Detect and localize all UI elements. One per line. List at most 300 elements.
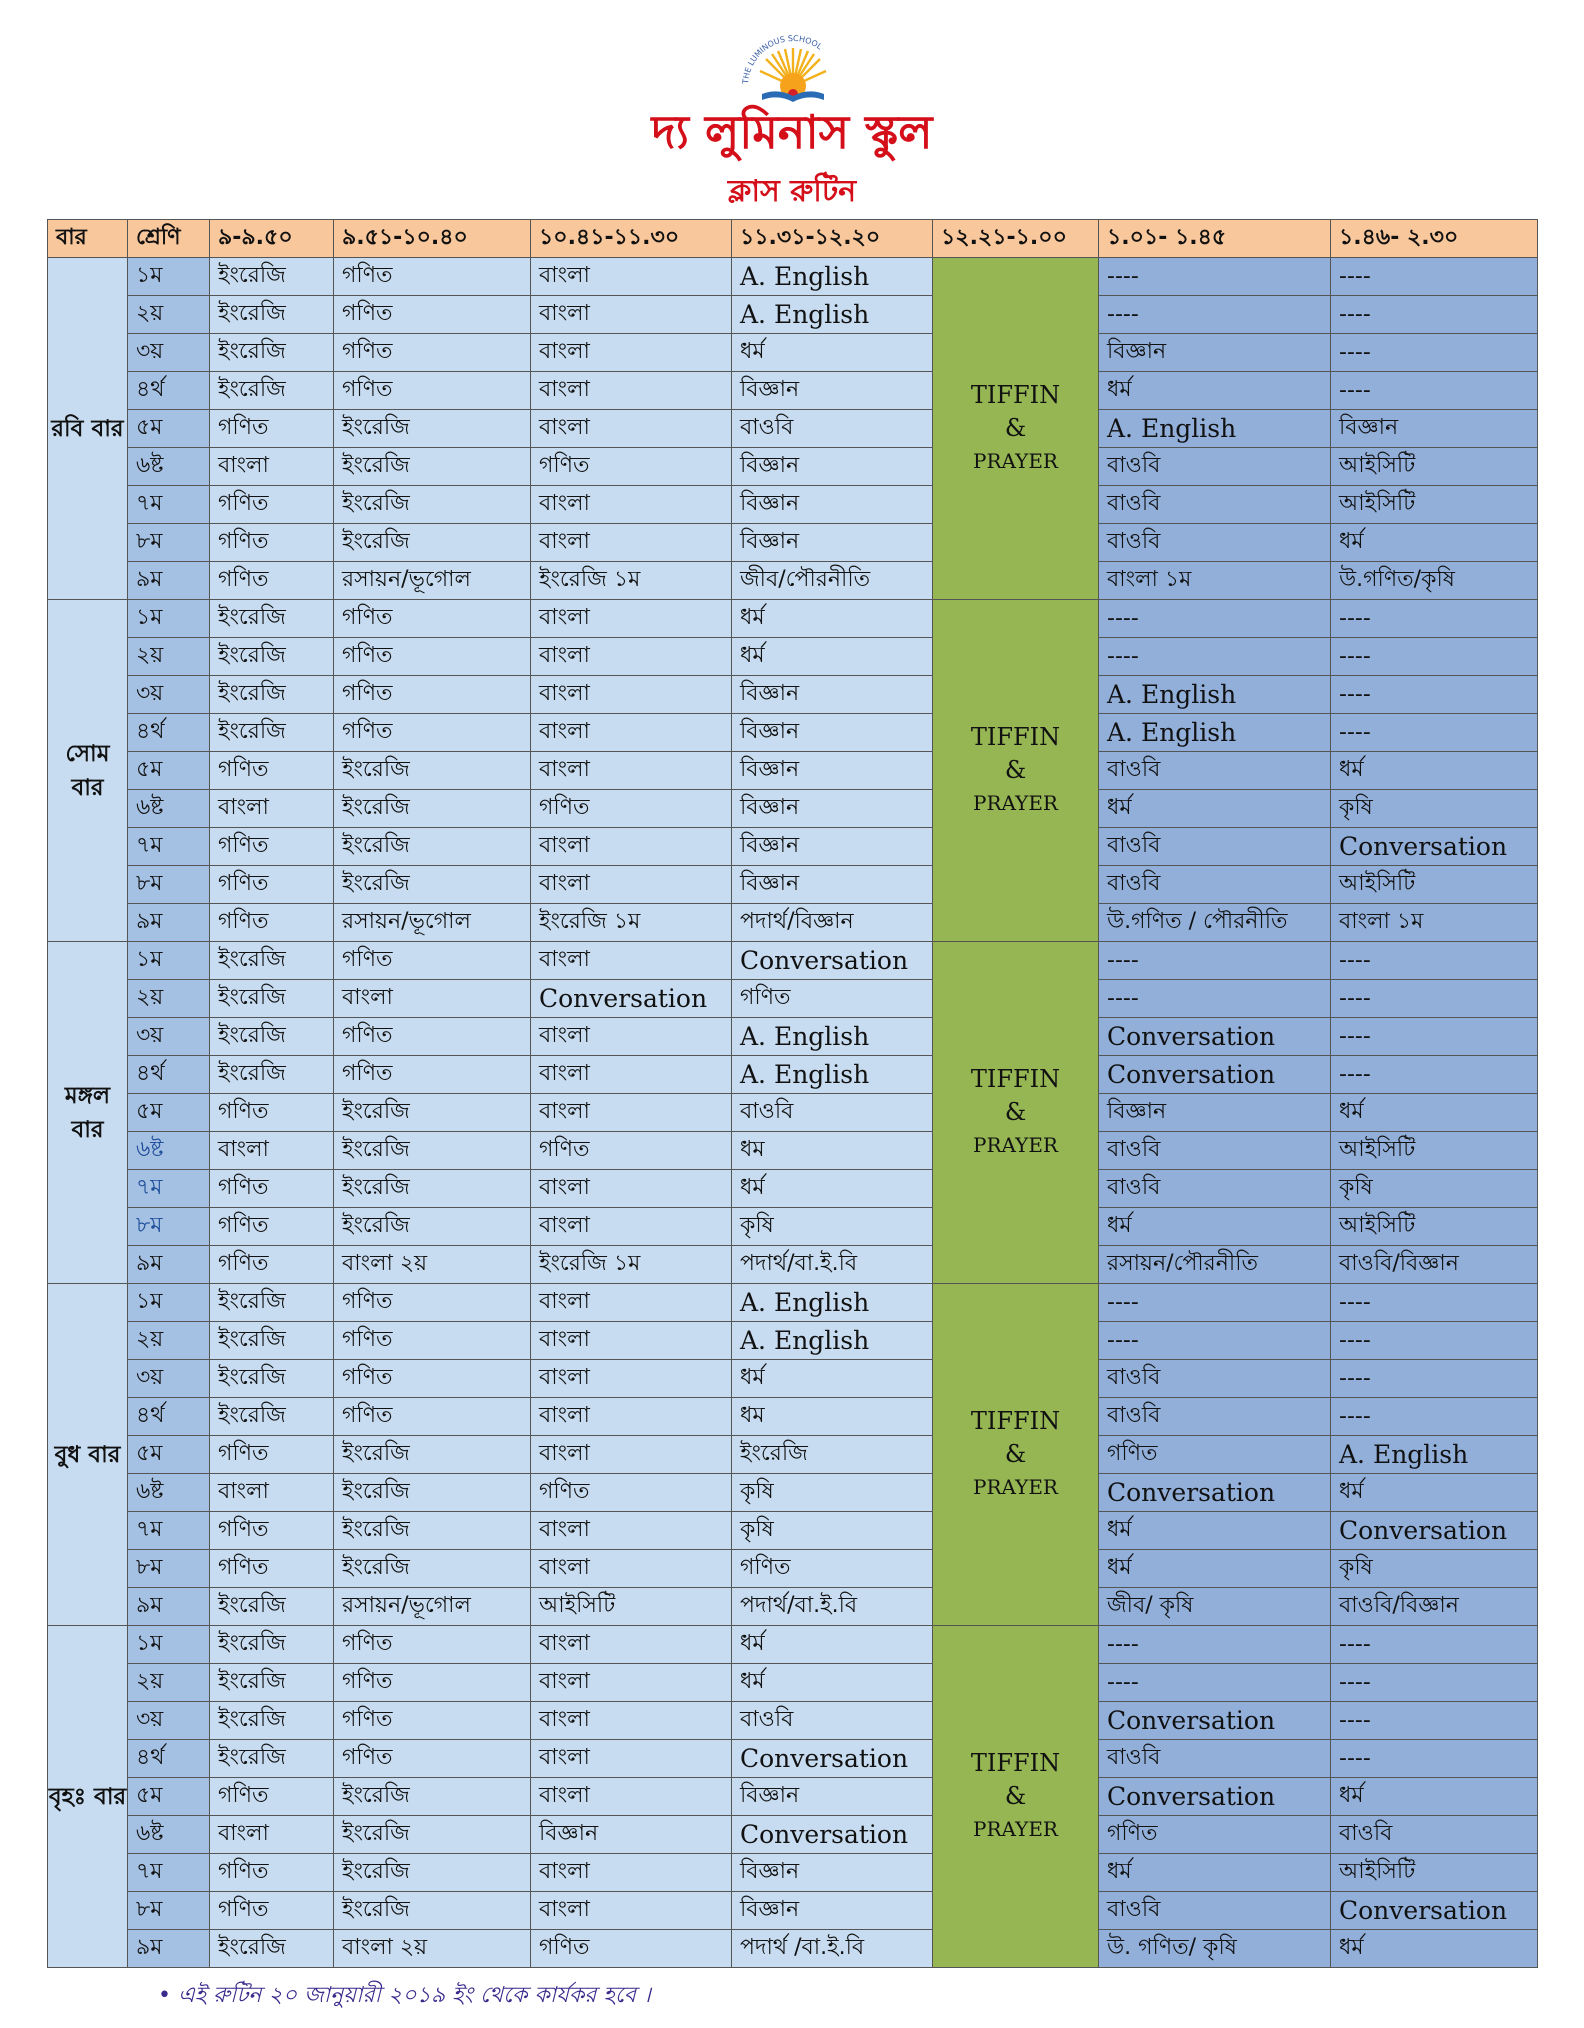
- table-row: [48, 638, 1538, 676]
- subject-cell: আইসিটি: [1331, 1132, 1538, 1170]
- subject-cell: গণিত: [210, 1246, 334, 1284]
- subject-cell: গণিত: [210, 1892, 334, 1930]
- subject-cell: ধর্ম: [732, 1170, 933, 1208]
- subject-cell: ইংরেজি: [210, 1588, 334, 1626]
- subject-cell: ধর্ম: [1331, 524, 1538, 562]
- subject-cell: গণিত: [334, 942, 531, 980]
- subject-cell: বিজ্ঞান: [1099, 334, 1331, 372]
- subject-cell: ----: [1331, 1322, 1538, 1360]
- subject-cell: বিজ্ঞান: [732, 714, 933, 752]
- subject-cell: উ.গণিত / পৌরনীতি: [1099, 904, 1331, 942]
- subject-cell: ----: [1331, 1056, 1538, 1094]
- class-cell: ৪র্থ: [128, 714, 210, 752]
- subject-cell: ইংরেজি: [210, 258, 334, 296]
- class-cell: ৫ম: [128, 1094, 210, 1132]
- subject-cell: বিজ্ঞান: [732, 790, 933, 828]
- subject-cell: বাংলা ১ম: [1331, 904, 1538, 942]
- table-row: [48, 524, 1538, 562]
- subject-cell: ইংরেজি: [334, 524, 531, 562]
- subject-cell: গণিত: [334, 1056, 531, 1094]
- header-row: [48, 220, 1538, 258]
- subject-cell: গণিত: [210, 1854, 334, 1892]
- subject-cell: বাংলা: [531, 1208, 732, 1246]
- subject-cell: বাওবি: [732, 1702, 933, 1740]
- subject-cell: বাংলা: [531, 714, 732, 752]
- subject-cell: ইংরেজি ১ম: [531, 904, 732, 942]
- subject-cell: বিজ্ঞান: [732, 752, 933, 790]
- table-row: [48, 1664, 1538, 1702]
- table-row: [48, 1132, 1538, 1170]
- subject-cell: গণিত: [210, 1550, 334, 1588]
- tiffin-label: PRAYER: [972, 1133, 1058, 1157]
- subject-cell: গণিত: [210, 1170, 334, 1208]
- table-row: [48, 1056, 1538, 1094]
- subject-cell: গণিত: [334, 1360, 531, 1398]
- subject-cell: বাংলা: [531, 1360, 732, 1398]
- subject-cell: ধর্ম: [1099, 1512, 1331, 1550]
- tiffin-label: TIFFIN: [970, 381, 1061, 409]
- school-name: দ্য লুমিনাস স্কুল: [651, 105, 933, 159]
- subject-cell: ----: [1331, 638, 1538, 676]
- subject-cell: বাওবি: [1099, 1360, 1331, 1398]
- tiffin-label: PRAYER: [972, 1475, 1058, 1499]
- subject-cell: গণিত: [1099, 1816, 1331, 1854]
- tiffin-label: &: [1004, 1440, 1027, 1468]
- subject-cell: ধর্ম: [1099, 790, 1331, 828]
- subject-cell: ইংরেজি: [210, 296, 334, 334]
- subject-cell: বাওবি/বিজ্ঞান: [1331, 1246, 1538, 1284]
- subject-cell: আইসিটি: [1331, 1854, 1538, 1892]
- class-cell: ৭ম: [128, 828, 210, 866]
- class-cell: ১ম: [128, 1284, 210, 1322]
- subject-cell: বাওবি: [732, 410, 933, 448]
- subject-cell: রসায়ন/ভূগোল: [334, 562, 531, 600]
- subject-cell: ধর্ম: [732, 1360, 933, 1398]
- col-header-period-2: ৯.৫১-১০.৪০: [334, 220, 531, 258]
- subject-cell: বাংলা ১ম: [1099, 562, 1331, 600]
- subject-cell: রসায়ন/ভূগোল: [334, 904, 531, 942]
- class-cell: ৩য়: [128, 676, 210, 714]
- class-cell: ৪র্থ: [128, 1398, 210, 1436]
- subject-cell: ইংরেজি: [732, 1436, 933, 1474]
- subject-cell: পদার্থ/বিজ্ঞান: [732, 904, 933, 942]
- class-cell: ২য়: [128, 1664, 210, 1702]
- class-cell: ৩য়: [128, 334, 210, 372]
- subject-cell: A. English: [1099, 410, 1331, 448]
- table-row: [48, 1740, 1538, 1778]
- subject-cell: ইংরেজি: [210, 638, 334, 676]
- subject-cell: আইসিটি: [1331, 1208, 1538, 1246]
- class-cell: ২য়: [128, 296, 210, 334]
- day-label: বুধ বার: [48, 1284, 128, 1626]
- col-header-period-6: ১.৪৬- ২.৩০: [1331, 220, 1538, 258]
- subject-cell: বাংলা: [531, 1740, 732, 1778]
- subject-cell: কৃষি: [732, 1512, 933, 1550]
- col-header-period-3: ১০.৪১-১১.৩০: [531, 220, 732, 258]
- subject-cell: A. English: [732, 258, 933, 296]
- tiffin-label: PRAYER: [972, 791, 1058, 815]
- subject-cell: বাংলা: [531, 1094, 732, 1132]
- subject-cell: বাংলা: [531, 1702, 732, 1740]
- subject-cell: বাংলা: [531, 1664, 732, 1702]
- subject-cell: Conversation: [1331, 828, 1538, 866]
- subject-cell: A. English: [732, 1056, 933, 1094]
- subject-cell: ইংরেজি: [210, 1664, 334, 1702]
- subject-cell: ধর্ম: [732, 600, 933, 638]
- subject-cell: ইংরেজি: [210, 1398, 334, 1436]
- subject-cell: বিজ্ঞান: [732, 866, 933, 904]
- table-row: [48, 1550, 1538, 1588]
- class-cell: ৯ম: [128, 1588, 210, 1626]
- class-routine-table: [47, 219, 1538, 1968]
- table-row: [48, 372, 1538, 410]
- subject-cell: গণিত: [210, 524, 334, 562]
- subject-cell: বাংলা: [531, 1626, 732, 1664]
- subject-cell: গণিত: [210, 828, 334, 866]
- table-row: [48, 1436, 1538, 1474]
- subject-cell: Conversation: [1099, 1018, 1331, 1056]
- subject-cell: গণিত: [531, 1132, 732, 1170]
- subject-cell: A. English: [732, 296, 933, 334]
- subject-cell: গণিত: [334, 1284, 531, 1322]
- table-row: [48, 486, 1538, 524]
- subject-cell: ধম: [732, 1132, 933, 1170]
- table-row: [48, 1816, 1538, 1854]
- subject-cell: বাংলা: [531, 1170, 732, 1208]
- subject-cell: গণিত: [210, 410, 334, 448]
- subject-cell: বাংলা: [531, 600, 732, 638]
- table-row: [48, 1094, 1538, 1132]
- table-row: [48, 1208, 1538, 1246]
- subject-cell: Conversation: [1099, 1702, 1331, 1740]
- subject-cell: বিজ্ঞান: [732, 1892, 933, 1930]
- subject-cell: ইংরেজি: [334, 1550, 531, 1588]
- subject-cell: বাংলা: [531, 942, 732, 980]
- subject-cell: বাংলা: [531, 828, 732, 866]
- table-row: [48, 334, 1538, 372]
- subject-cell: ----: [1331, 1740, 1538, 1778]
- subject-cell: বাংলা: [210, 1132, 334, 1170]
- subject-cell: ইংরেজি: [210, 1284, 334, 1322]
- subject-cell: বাংলা: [531, 1056, 732, 1094]
- subject-cell: ইংরেজি: [334, 1208, 531, 1246]
- subject-cell: জীব/পৌরনীতি: [732, 562, 933, 600]
- svg-text:THE LUMINOUS SCHOOL: THE LUMINOUS SCHOOL: [741, 33, 824, 85]
- subject-cell: ----: [1099, 1322, 1331, 1360]
- class-cell: ৫ম: [128, 410, 210, 448]
- tiffin-label: TIFFIN: [970, 1065, 1061, 1093]
- routine-subtitle: ক্লাস রুটিন: [727, 174, 857, 209]
- class-cell: ২য়: [128, 638, 210, 676]
- subject-cell: বাংলা: [531, 1550, 732, 1588]
- class-cell: ৯ম: [128, 562, 210, 600]
- subject-cell: বাংলা: [531, 410, 732, 448]
- subject-cell: ইংরেজি: [334, 1512, 531, 1550]
- subject-cell: গণিত: [210, 752, 334, 790]
- subject-cell: বাংলা: [531, 1284, 732, 1322]
- subject-cell: ----: [1331, 1626, 1538, 1664]
- subject-cell: ইংরেজি: [334, 448, 531, 486]
- subject-cell: গণিত: [334, 1702, 531, 1740]
- subject-cell: বিজ্ঞান: [732, 372, 933, 410]
- subject-cell: বাওবি: [1099, 1132, 1331, 1170]
- subject-cell: গণিত: [334, 1626, 531, 1664]
- subject-cell: গণিত: [334, 1018, 531, 1056]
- table-row: [48, 1778, 1538, 1816]
- subject-cell: উ.গণিত/কৃষি: [1331, 562, 1538, 600]
- subject-cell: গণিত: [1099, 1436, 1331, 1474]
- subject-cell: বাংলা: [531, 372, 732, 410]
- class-cell: ৫ম: [128, 1436, 210, 1474]
- subject-cell: গণিত: [210, 1778, 334, 1816]
- subject-cell: ----: [1331, 296, 1538, 334]
- tiffin-label: TIFFIN: [970, 1749, 1061, 1777]
- subject-cell: রসায়ন/ভূগোল: [334, 1588, 531, 1626]
- subject-cell: গণিত: [334, 258, 531, 296]
- class-cell: ৩য়: [128, 1360, 210, 1398]
- subject-cell: বাংলা: [531, 1018, 732, 1056]
- table-row: [48, 1398, 1538, 1436]
- subject-cell: ইংরেজি: [210, 1056, 334, 1094]
- subject-cell: পদার্থ/বা.ই.বি: [732, 1588, 933, 1626]
- class-cell: ১ম: [128, 1626, 210, 1664]
- subject-cell: গণিত: [334, 1398, 531, 1436]
- table-row: [48, 1018, 1538, 1056]
- col-header-day: বার: [48, 220, 128, 258]
- subject-cell: ধর্ম: [1331, 1930, 1538, 1968]
- subject-cell: বাওবি: [1099, 448, 1331, 486]
- table-row: [48, 1892, 1538, 1930]
- day-label: মঙ্গল বার: [48, 942, 128, 1284]
- tiffin-label: PRAYER: [972, 449, 1058, 473]
- table-row: [48, 1246, 1538, 1284]
- subject-cell: ----: [1331, 980, 1538, 1018]
- subject-cell: ইংরেজি: [210, 1740, 334, 1778]
- tiffin-label: &: [1004, 414, 1027, 442]
- subject-cell: Conversation: [732, 1816, 933, 1854]
- subject-cell: বিজ্ঞান: [732, 676, 933, 714]
- subject-cell: ----: [1331, 1664, 1538, 1702]
- subject-cell: ধর্ম: [1331, 1778, 1538, 1816]
- subject-cell: বাংলা: [210, 790, 334, 828]
- subject-cell: গণিত: [210, 562, 334, 600]
- class-cell: ৭ম: [128, 486, 210, 524]
- subject-cell: ----: [1331, 1360, 1538, 1398]
- subject-cell: কৃষি: [1331, 1170, 1538, 1208]
- subject-cell: গণিত: [210, 1512, 334, 1550]
- subject-cell: ধর্ম: [1099, 1854, 1331, 1892]
- subject-cell: ----: [1099, 1626, 1331, 1664]
- table-row: [48, 1512, 1538, 1550]
- subject-cell: বাওবি: [1099, 866, 1331, 904]
- class-cell: ৩য়: [128, 1702, 210, 1740]
- class-cell: ৯ম: [128, 904, 210, 942]
- subject-cell: আইসিটি: [1331, 448, 1538, 486]
- table-row: [48, 1854, 1538, 1892]
- subject-cell: ইংরেজি: [334, 752, 531, 790]
- subject-cell: ধর্ম: [1331, 1094, 1538, 1132]
- subject-cell: ----: [1099, 1664, 1331, 1702]
- subject-cell: গণিত: [210, 1094, 334, 1132]
- subject-cell: বাওবি: [1331, 1816, 1538, 1854]
- subject-cell: ইংরেজি: [334, 1854, 531, 1892]
- table-row: [48, 410, 1538, 448]
- table-row: [48, 790, 1538, 828]
- subject-cell: বাংলা: [531, 676, 732, 714]
- col-header-class: শ্রেণি: [128, 220, 210, 258]
- class-cell: ৪র্থ: [128, 372, 210, 410]
- subject-cell: ----: [1099, 1284, 1331, 1322]
- subject-cell: ----: [1099, 296, 1331, 334]
- subject-cell: A. English: [732, 1284, 933, 1322]
- tiffin-label: &: [1004, 1098, 1027, 1126]
- subject-cell: ইংরেজি: [334, 866, 531, 904]
- subject-cell: বাংলা: [531, 1398, 732, 1436]
- class-cell: ৬ষ্ট: [128, 1474, 210, 1512]
- tiffin-break-cell: [933, 942, 1099, 1284]
- class-cell: ৭ম: [128, 1854, 210, 1892]
- subject-cell: ইংরেজি: [334, 790, 531, 828]
- subject-cell: বাংলা: [334, 980, 531, 1018]
- subject-cell: A. English: [1099, 676, 1331, 714]
- table-row: [48, 1322, 1538, 1360]
- subject-cell: বাংলা: [531, 752, 732, 790]
- subject-cell: বাংলা ২য়: [334, 1930, 531, 1968]
- subject-cell: বাওবি: [1099, 486, 1331, 524]
- subject-cell: ইংরেজি: [210, 714, 334, 752]
- subject-cell: গণিত: [210, 1208, 334, 1246]
- subject-cell: কৃষি: [732, 1208, 933, 1246]
- class-cell: ১ম: [128, 942, 210, 980]
- subject-cell: ধর্ম: [1099, 1550, 1331, 1588]
- subject-cell: ----: [1331, 1702, 1538, 1740]
- table-row: [48, 1702, 1538, 1740]
- subject-cell: গণিত: [732, 980, 933, 1018]
- subject-cell: ধর্ম: [1331, 752, 1538, 790]
- subject-cell: Conversation: [1099, 1778, 1331, 1816]
- day-label: রবি বার: [48, 258, 128, 600]
- subject-cell: ----: [1099, 638, 1331, 676]
- subject-cell: ইংরেজি: [334, 1436, 531, 1474]
- subject-cell: আইসিটি: [531, 1588, 732, 1626]
- subject-cell: ধর্ম: [732, 1626, 933, 1664]
- subject-cell: ----: [1099, 942, 1331, 980]
- subject-cell: ইংরেজি: [210, 1018, 334, 1056]
- subject-cell: বিজ্ঞান: [732, 1778, 933, 1816]
- subject-cell: ইংরেজি: [334, 1892, 531, 1930]
- subject-cell: ইংরেজি: [334, 1132, 531, 1170]
- subject-cell: বিজ্ঞান: [732, 486, 933, 524]
- class-cell: ৬ষ্ট: [128, 448, 210, 486]
- table-row: [48, 866, 1538, 904]
- subject-cell: ইংরেজি: [334, 1094, 531, 1132]
- class-cell: ৮ম: [128, 1892, 210, 1930]
- class-cell: ৭ম: [128, 1512, 210, 1550]
- subject-cell: বিজ্ঞান: [732, 1854, 933, 1892]
- subject-cell: ----: [1331, 334, 1538, 372]
- subject-cell: বাওবি: [1099, 1398, 1331, 1436]
- class-cell: ১ম: [128, 258, 210, 296]
- subject-cell: A. English: [1331, 1436, 1538, 1474]
- table-row: [48, 676, 1538, 714]
- table-row: [48, 904, 1538, 942]
- subject-cell: বাংলা: [531, 1436, 732, 1474]
- subject-cell: রসায়ন/পৌরনীতি: [1099, 1246, 1331, 1284]
- subject-cell: গণিত: [334, 1664, 531, 1702]
- table-row: [48, 942, 1538, 980]
- class-cell: ৫ম: [128, 1778, 210, 1816]
- subject-cell: বিজ্ঞান: [732, 828, 933, 866]
- table-row: [48, 752, 1538, 790]
- subject-cell: কৃষি: [1331, 790, 1538, 828]
- subject-cell: বাংলা: [531, 296, 732, 334]
- subject-cell: ----: [1331, 372, 1538, 410]
- subject-cell: গণিত: [334, 296, 531, 334]
- class-cell: ৮ম: [128, 524, 210, 562]
- day-label: সোম বার: [48, 600, 128, 942]
- subject-cell: ----: [1331, 600, 1538, 638]
- subject-cell: Conversation: [531, 980, 732, 1018]
- class-cell: ৬ষ্ট: [128, 790, 210, 828]
- subject-cell: ----: [1099, 600, 1331, 638]
- subject-cell: বাওবি/বিজ্ঞান: [1331, 1588, 1538, 1626]
- subject-cell: ইংরেজি: [334, 828, 531, 866]
- subject-cell: গণিত: [531, 448, 732, 486]
- subject-cell: বাওবি: [1099, 524, 1331, 562]
- subject-cell: ইংরেজি ১ম: [531, 562, 732, 600]
- subject-cell: ইংরেজি: [334, 410, 531, 448]
- subject-cell: বাংলা: [531, 524, 732, 562]
- tiffin-label: TIFFIN: [970, 723, 1061, 751]
- subject-cell: Conversation: [732, 942, 933, 980]
- subject-cell: ইংরেজি: [210, 600, 334, 638]
- subject-cell: গণিত: [334, 1740, 531, 1778]
- subject-cell: ধর্ম: [732, 334, 933, 372]
- table-row: [48, 258, 1538, 296]
- table-row: [48, 562, 1538, 600]
- subject-cell: কৃষি: [1331, 1550, 1538, 1588]
- subject-cell: পদার্থ /বা.ই.বি: [732, 1930, 933, 1968]
- subject-cell: গণিত: [531, 1474, 732, 1512]
- subject-cell: বাংলা: [531, 486, 732, 524]
- tiffin-break-cell: [933, 1626, 1099, 1968]
- subject-cell: গণিত: [531, 790, 732, 828]
- subject-cell: A. English: [1099, 714, 1331, 752]
- col-header-period-4: ১১.৩১-১২.২০: [732, 220, 933, 258]
- subject-cell: বাংলা: [210, 448, 334, 486]
- subject-cell: গণিত: [334, 372, 531, 410]
- tiffin-label: &: [1004, 756, 1027, 784]
- subject-cell: জীব/ কৃষি: [1099, 1588, 1331, 1626]
- table-row: [48, 714, 1538, 752]
- effective-date-note: • এই রুটিন ২০ জানুয়ারী ২০১৯ ইং থেকে কার্যকর হবে ।: [158, 1983, 651, 2008]
- subject-cell: গণিত: [334, 676, 531, 714]
- subject-cell: ধর্ম: [1331, 1474, 1538, 1512]
- subject-cell: ----: [1099, 980, 1331, 1018]
- subject-cell: ইংরেজি: [334, 1816, 531, 1854]
- table-row: [48, 296, 1538, 334]
- table-row: [48, 1588, 1538, 1626]
- col-header-period-5: ১.০১- ১.৪৫: [1099, 220, 1331, 258]
- subject-cell: ইংরেজি: [210, 334, 334, 372]
- subject-cell: ইংরেজি: [210, 1702, 334, 1740]
- subject-cell: গণিত: [334, 638, 531, 676]
- subject-cell: গণিত: [732, 1550, 933, 1588]
- subject-cell: ----: [1331, 1398, 1538, 1436]
- subject-cell: বিজ্ঞান: [1331, 410, 1538, 448]
- class-cell: ৯ম: [128, 1930, 210, 1968]
- subject-cell: Conversation: [1099, 1474, 1331, 1512]
